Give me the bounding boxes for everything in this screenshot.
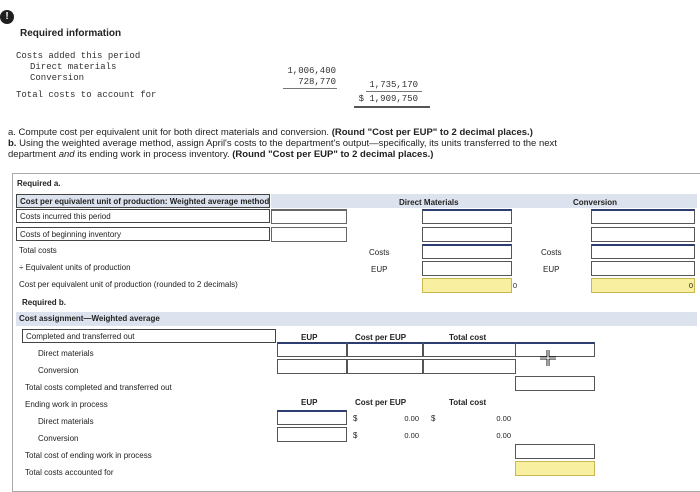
total-ending-wip-label: Total cost of ending work in process	[25, 451, 152, 460]
dm-cost-per-eu-value: 0	[512, 281, 517, 290]
row-equiv-units: ÷ Equivalent units of production	[19, 263, 131, 272]
question-b: b. Using the weighted average method, assign April's costs to the department's output—specifically, its units transferred to the next department and its ending work in process inventory. (Round "Cost per EUP" to 2 decimal places.)	[8, 138, 557, 160]
required-information-title: Required information	[20, 28, 122, 39]
wip-total-cost-col-header: Total cost	[449, 398, 487, 407]
required-a-label: Required a.	[17, 179, 61, 188]
cost-per-eup-col-header: Cost per EUP	[355, 333, 407, 342]
costs-underline-2	[366, 91, 422, 92]
wip-conv-cost-per-eup: 0.00	[404, 431, 419, 440]
conv-costs-label: Costs	[541, 248, 562, 257]
total-cost-col-header: Total cost	[449, 333, 487, 342]
required-b-label: Required b.	[22, 298, 67, 307]
row-cost-per-eu: Cost per equivalent unit of production (rounded to 2 decimals)	[19, 280, 238, 289]
total-completed-input[interactable]	[515, 376, 595, 391]
wip-eup-col-header: EUP	[301, 398, 318, 407]
completed-label: Completed and transferred out	[22, 329, 276, 343]
row-costs-incurred: Costs incurred this period	[16, 209, 270, 223]
wip-dm-label: Direct materials	[38, 417, 94, 426]
costs-conv-value: 728,770	[298, 77, 336, 87]
info-icon: !	[0, 10, 14, 24]
completed-dm-cpe-input[interactable]	[347, 342, 423, 357]
ending-wip-label: Ending work in process	[25, 400, 108, 409]
costs-underline-1	[283, 88, 337, 89]
move-cursor-icon	[539, 349, 557, 367]
dm-total-costs-input[interactable]	[422, 244, 512, 259]
row-costs-beginning: Costs of beginning inventory	[16, 227, 270, 241]
wip-dm-eup-input[interactable]	[277, 410, 347, 425]
dm-equiv-units-input[interactable]	[422, 261, 512, 276]
costs-conv-label: Conversion	[30, 73, 85, 83]
costs-subtotal: 1,735,170	[369, 80, 418, 90]
wip-dm-cost-per-eup: 0.00	[404, 414, 419, 423]
completed-conv-total-input[interactable]	[423, 359, 516, 374]
total-accounted-label: Total costs accounted for	[25, 468, 114, 477]
wip-conv-total: 0.00	[496, 431, 511, 440]
conv-eup-label: EUP	[543, 265, 560, 274]
wip-conv-eup-input[interactable]	[277, 427, 347, 442]
completed-dm-eup-input[interactable]	[277, 342, 347, 357]
dm-costs-beginning-input[interactable]	[422, 227, 512, 242]
cpe-header-band	[271, 194, 697, 208]
wip-dm-total-currency: $	[431, 414, 436, 423]
costs-total-label: Total costs to account for	[16, 90, 157, 100]
completed-conv-label: Conversion	[38, 366, 79, 375]
conv-costs-beginning-input[interactable]	[591, 227, 695, 242]
cost-assign-header: Cost assignment—Weighted average	[16, 312, 697, 326]
total-ending-wip-input[interactable]	[515, 444, 595, 459]
completed-dm-label: Direct materials	[38, 349, 94, 358]
eup-col-header: EUP	[301, 333, 318, 342]
mid-col-box-2	[271, 227, 347, 242]
completed-conv-cpe-input[interactable]	[347, 359, 423, 374]
completed-conv-eup-input[interactable]	[277, 359, 347, 374]
conv-total-costs-input[interactable]	[591, 244, 695, 259]
mid-col-box	[271, 209, 347, 224]
wip-dm-total: 0.00	[496, 414, 511, 423]
wip-conv-label: Conversion	[38, 434, 79, 443]
costs-dm-label: Direct materials	[30, 62, 117, 72]
costs-added-title: Costs added this period	[16, 51, 141, 61]
completed-dm-total-input[interactable]	[423, 342, 516, 357]
wip-cost-per-eup-col-header: Cost per EUP	[355, 398, 407, 407]
wip-dm-currency: $	[353, 414, 358, 423]
cpe-header: Cost per equivalent unit of production: Weighted average method	[16, 194, 270, 208]
row-total-costs: Total costs	[19, 246, 57, 255]
question-a: a. Compute cost per equivalent unit for both direct materials and conversion. (Round "Cost per EUP" to 2 decimal places.)	[8, 127, 533, 138]
total-accounted-value	[515, 461, 595, 476]
conv-cost-per-eu-value: 0	[688, 281, 693, 290]
conv-header: Conversion	[573, 198, 618, 207]
costs-dm-value: 1,006,400	[287, 66, 336, 76]
costs-total: $ 1,909,750	[358, 94, 418, 104]
total-completed-label: Total costs completed and transferred out	[25, 383, 172, 392]
answer-table	[12, 173, 700, 492]
costs-double-underline	[354, 106, 430, 108]
conv-equiv-units-input[interactable]	[591, 261, 695, 276]
wip-conv-currency: $	[353, 431, 358, 440]
dm-header: Direct Materials	[399, 198, 459, 207]
dm-eup-label: EUP	[371, 265, 388, 274]
dm-costs-incurred-input[interactable]	[422, 209, 512, 224]
dm-costs-label: Costs	[369, 248, 390, 257]
conv-costs-incurred-input[interactable]	[591, 209, 695, 224]
